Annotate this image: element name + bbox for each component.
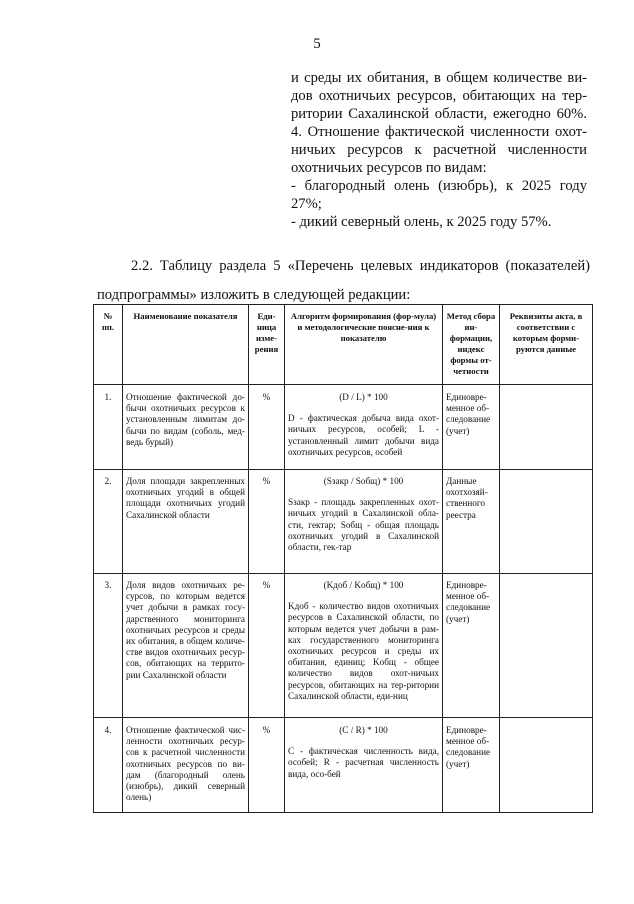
cell-num: 3. <box>94 574 123 718</box>
cell-method: Данные охотхозяй-ственного реестра <box>443 470 500 574</box>
formula-explanation: Sзакр - площадь закрепленных охот-ничьих угодий в Сахалинской обла-сти, гектар; Sобщ - общая площадь охотничьих угодий в Сахалинской области, гек-тар <box>288 497 439 553</box>
cell-num: 4. <box>94 718 123 813</box>
cell-unit: % <box>249 574 285 718</box>
cell-num: 1. <box>94 385 123 470</box>
cell-name: Доля площади закрепленных охотничьих угодий в общей площади охотничьих угодий Сахалинской области <box>123 470 249 574</box>
formula-explanation: D - фактическая добыча вида охот-ничьих ресурсов, особей; L - установленный лимит добычи вида охотничьих ресурсов, особей <box>288 413 439 457</box>
intro-line: ритории Сахалинской области, ежегодно 60%. <box>291 106 587 122</box>
indicators-table <box>93 304 593 813</box>
formula-explanation: Kдоб - количество видов охотничьих ресурсов в Сахалинской области, по которым ведется учет добычи в рам-ках государственного мониторинга охотничьих ресурсов и среды их обитания, единиц; Kобщ - общее количество видов охот-ничьих ресурсов, обитающих на тер-ритории Сахалинской области, еди-ниц <box>288 601 439 701</box>
cell-unit: % <box>249 385 285 470</box>
formula-explanation: C - фактическая численность вида, особей; R - расчетная численность вида, осо-бей <box>288 746 439 779</box>
section-paragraph <box>97 252 590 310</box>
table-row <box>94 470 593 574</box>
intro-line: дов охотничьих ресурсов, обитающих на тер- <box>291 88 587 104</box>
formula: (C / R) * 100 <box>339 725 388 735</box>
table-row <box>94 385 593 470</box>
header-unit: Еди-ница изме-рения <box>249 305 285 385</box>
cell-act <box>500 470 593 574</box>
table-row <box>94 574 593 718</box>
intro-line: - дикий северный олень, к 2025 году 57%. <box>291 214 552 230</box>
page-number: 5 <box>313 36 321 52</box>
intro-line: ничьих ресурсов к расчетной численности <box>291 142 587 158</box>
cell-act <box>500 385 593 470</box>
section-line: подпрограммы» изложить в следующей редакции: <box>97 287 411 303</box>
formula: (D / L) * 100 <box>339 392 388 402</box>
formula: (Sзакр / Sобщ) * 100 <box>323 476 404 486</box>
cell-act <box>500 574 593 718</box>
header-algorithm: Алгоритм формирования (фор-мула) и методологические поясне-ния к показателю <box>285 305 443 385</box>
cell-name: Доля видов охотничьих ре-сурсов, по которым ведется учет добычи в рамках госу-дарственного мониторинга охотничьих ресурсов и среды их обитания, в общем количе-стве видов охотничьих ресур-сов, обитающих на террито-рии Сахалинской области <box>123 574 249 718</box>
intro-line: охотничьих ресурсов по видам: <box>291 160 487 176</box>
cell-algorithm <box>285 470 443 574</box>
table-row <box>94 718 593 813</box>
header-name: Наименование показателя <box>123 305 249 385</box>
cell-algorithm <box>285 718 443 813</box>
cell-act <box>500 718 593 813</box>
cell-unit: % <box>249 718 285 813</box>
header-act: Реквизиты акта, в соответствии с которым форми-руются данные <box>500 305 593 385</box>
cell-algorithm <box>285 574 443 718</box>
header-num: № пп. <box>94 305 123 385</box>
intro-line: и среды их обитания, в общем количестве ви- <box>291 70 587 86</box>
intro-line: 27%; <box>291 196 322 212</box>
cell-num: 2. <box>94 470 123 574</box>
cell-name: Отношение фактической чис-ленности охотничьих ресур-сов к расчетной численности охотничьих ресурсов по ви-дам (благородный олень (изюбрь), дикий северный олень) <box>123 718 249 813</box>
cell-algorithm <box>285 385 443 470</box>
header-method: Метод сбора ин-формации, индекс формы от-четности <box>443 305 500 385</box>
intro-line: - благородный олень (изюбрь), к 2025 году <box>291 178 587 194</box>
cell-method: Единовре-менное об-следование (учет) <box>443 385 500 470</box>
table-header-row <box>94 305 593 385</box>
cell-method: Единовре-менное об-следование (учет) <box>443 718 500 813</box>
intro-line: 4. Отношение фактической численности охот- <box>291 124 587 140</box>
formula: (Kдоб / Kобщ) * 100 <box>323 580 404 590</box>
cell-unit: % <box>249 470 285 574</box>
cell-method: Единовре-менное об-следование (учет) <box>443 574 500 718</box>
cell-name: Отношение фактической до-бычи охотничьих ресурсов к установленным лимитам до-бычи по видам (соболь, мед-ведь бурый) <box>123 385 249 470</box>
section-line: 2.2. Таблицу раздела 5 «Перечень целевых индикаторов (показателей) <box>131 258 590 274</box>
